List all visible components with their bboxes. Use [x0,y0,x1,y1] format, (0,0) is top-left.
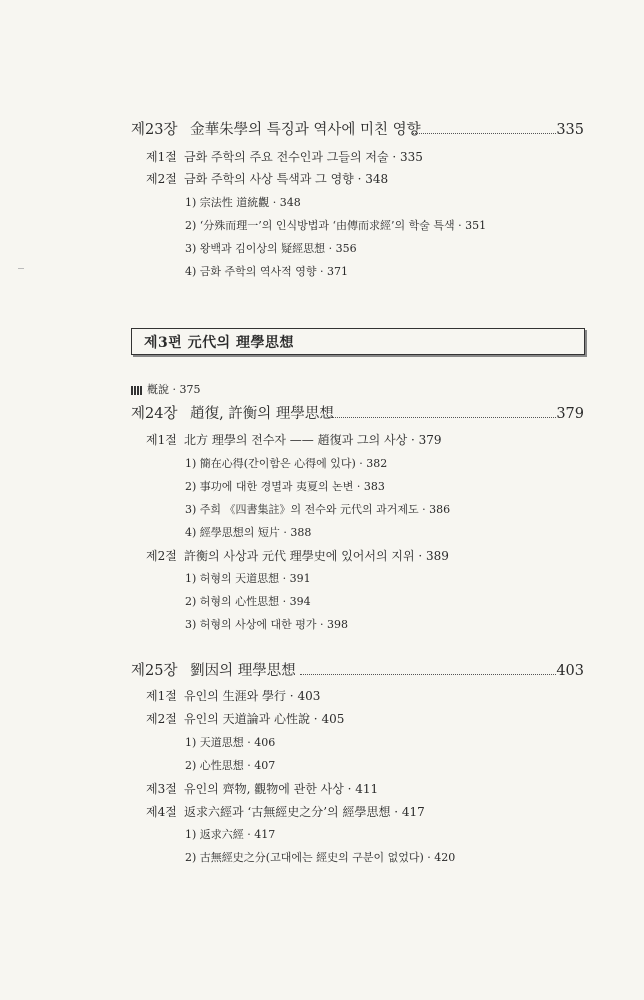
section-label: 제4절 [146,805,177,819]
margin-mark [18,268,24,269]
ch24-s1-item-1: 1) 簡在心得(간이함은 心得에 있다) · 382 [185,457,388,470]
chapter-23-heading [131,120,421,140]
section-text: 北方 理學의 전수자 —— 趙復과 그의 사상 · 379 [184,433,442,447]
ch25-section-3 [146,779,378,799]
chapter-25-leader [300,674,556,675]
section-label: 제1절 [146,150,177,164]
chapter-23-title: 金華朱學의 특징과 역사에 미친 영향 [190,122,421,138]
ch23-item-3: 3) 왕백과 김이상의 疑經思想 · 356 [185,242,357,255]
section-label: 제2절 [146,549,177,563]
section-label: 제1절 [146,433,177,447]
bar-marker-icon [131,386,143,395]
chapter-23-page: 335 [556,122,584,138]
chapter-24-label: 제24장 [131,406,178,422]
part-3-heading-box [131,328,585,355]
section-label: 제2절 [146,712,177,726]
ch23-section-2 [146,169,388,189]
overview-entry [131,380,201,400]
section-label: 제2절 [146,172,177,186]
chapter-24-title: 趙復, 許衡의 理學思想 [190,406,334,422]
ch24-s2-item-1: 1) 허형의 天道思想 · 391 [185,572,311,585]
ch23-section-1 [146,147,423,167]
ch23-item-2: 2) ‘分殊而理一’의 인식방법과 ‘由傳而求經’의 학술 특색 · 351 [185,219,487,232]
ch25-s2-item-2: 2) 心性思想 · 407 [185,759,276,772]
ch24-s1-item-2: 2) 事功에 대한 경멸과 夷夏의 논변 · 383 [185,480,385,493]
section-label: 제3절 [146,782,177,796]
chapter-25-title: 劉因의 理學思想 [190,663,296,679]
ch25-section-1 [146,686,320,706]
chapter-25-heading [131,661,296,681]
ch24-s1-item-4: 4) 經學思想의 短片 · 388 [185,526,312,539]
ch25-s2-item-1: 1) 天道思想 · 406 [185,736,276,749]
chapter-24-page: 379 [556,406,584,422]
section-text: 許衡의 사상과 元代 理學史에 있어서의 지위 · 389 [184,549,449,563]
ch23-item-1: 1) 宗法性 道統觀 · 348 [185,196,301,209]
ch24-section-2 [146,546,449,566]
section-text: 返求六經과 ‘古無經史之分’의 經學思想 · 417 [184,805,425,819]
overview-text: 槪說 · 375 [147,383,201,396]
ch24-s2-item-2: 2) 허형의 心性思想 · 394 [185,595,311,608]
ch24-s2-item-3: 3) 허형의 사상에 대한 평가 · 398 [185,618,349,631]
section-label: 제1절 [146,689,177,703]
chapter-23-label: 제23장 [131,122,178,138]
section-text: 금화 주학의 사상 특색과 그 영향 · 348 [184,172,389,186]
chapter-25-page: 403 [556,663,584,679]
section-text: 유인의 天道論과 心性說 · 405 [184,712,345,726]
section-text: 유인의 生涯와 學行 · 403 [184,689,321,703]
chapter-23-leader [413,133,556,134]
ch24-s1-item-3: 3) 주희 《四書集註》의 전수와 元代의 과거제도 · 386 [185,503,451,516]
ch23-item-4: 4) 금화 주학의 역사적 영향 · 371 [185,265,349,278]
chapter-25-label: 제25장 [131,663,178,679]
part-3-title: 제3편 元代의 理學思想 [144,335,295,351]
ch25-s4-item-2: 2) 古無經史之分(고대에는 經史의 구분이 없었다) · 420 [185,851,456,864]
ch25-section-2 [146,709,344,729]
ch24-section-1 [146,430,442,450]
chapter-24-leader [328,417,556,418]
section-text: 금화 주학의 주요 전수인과 그들의 저술 · 335 [184,150,423,164]
chapter-24-heading [131,404,334,424]
ch25-section-4 [146,802,425,822]
ch25-s4-item-1: 1) 返求六經 · 417 [185,828,276,841]
section-text: 유인의 齊物, 觀物에 관한 사상 · 411 [184,782,379,796]
